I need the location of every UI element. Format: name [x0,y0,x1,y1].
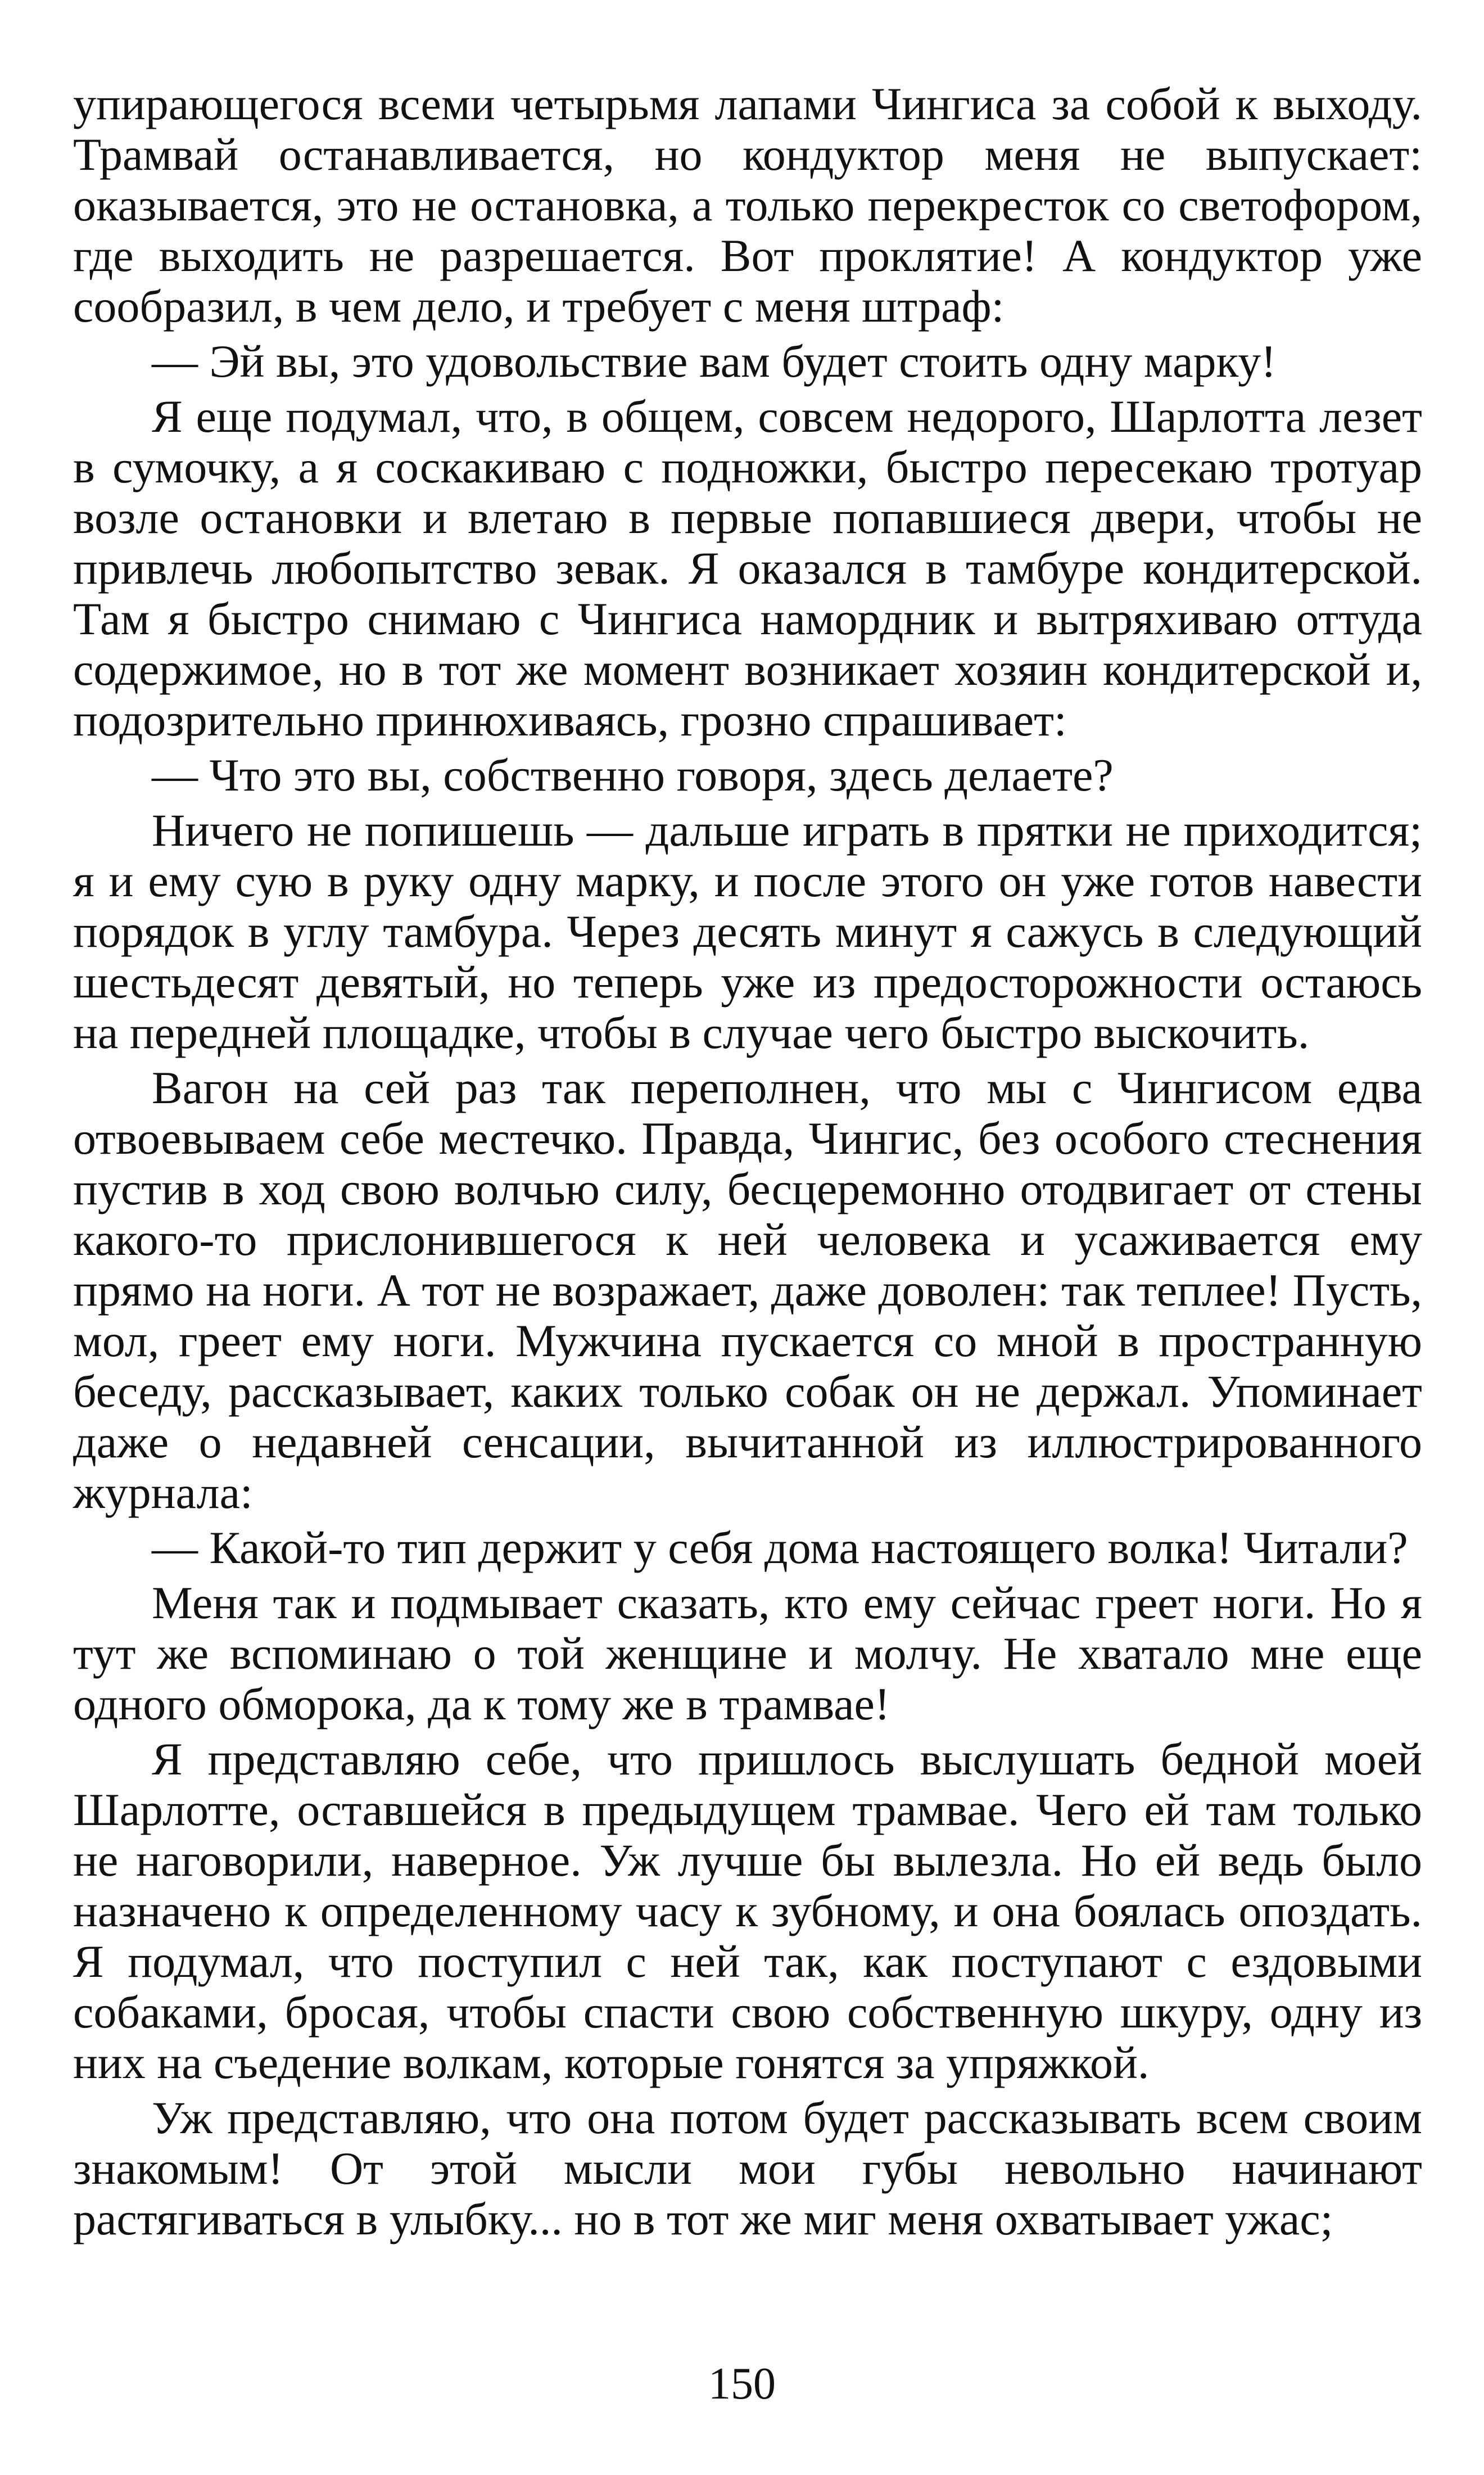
paragraph-9: Я представляю себе, что пришлось выслушать бедной моей Шарлотте, оставшейся в предыдущем трамвае. Чего ей там только не наговорили, наверное. Уж лучше бы вылезла. Но ей ведь было назначено к определенному часу к зубному, и она боялась опоздать. Я подумал, что поступил с ней так, как поступают с ездовыми собаками, бросая, чтобы спасти свою собственную шкуру, одну из них на съедение волкам, которые гонятся за упряжкой. [73,1733,1422,2088]
paragraph-4-dialogue: — Что это вы, собственно говоря, здесь делаете? [152,749,1114,801]
paragraph-2-dialogue: — Эй вы, это удовольствие вам будет стоить одну марку! [152,336,1277,387]
page-body [73,79,1422,2361]
page-number: 150 [708,2359,776,2409]
paragraph-10: Уж представляю, что она потом будет рассказывать всем своим знакомым! От этой мысли мои губы невольно начинают растягиваться в улыбку... но в тот же миг меня охватывает ужас; [73,2092,1422,2244]
paragraph-3: Я еще подумал, что, в общем, совсем недорого, Шарлотта лезет в сумочку, а я соскакиваю с подножки, быстро пересекаю тротуар возле остановки и влетаю в первые попавшиеся двери, чтобы не привлечь любопытство зевак. Я оказался в тамбуре кондитерской. Там я быстро снимаю с Чингиса намордник и вытряхиваю оттуда содержимое, но в тот же момент возникает хозяин кондитерской и, подозрительно принюхиваясь, грозно спрашивает: [73,391,1422,746]
paragraph-1: упирающегося всеми четырьмя лапами Чингиса за собой к выходу. Трамвай останавливается, но кондуктор меня не выпускает: оказывается, это не остановка, а только перекресток со светофором, где выходить не разрешается. Вот проклятие! А кондуктор уже сообразил, в чем дело, и требует с меня штраф: [73,78,1422,332]
paragraph-8: Меня так и подмывает сказать, кто ему сейчас греет ноги. Но я тут же вспоминаю о той женщине и молчу. Не хватало мне еще одного обморока, да к тому же в трамвае! [73,1577,1422,1729]
paragraph-6: Вагон на сей раз так переполнен, что мы с Чингисом едва отвоевываем себе местечко. Правда, Чингис, без особого стеснения пустив в ход свою волчью силу, бесцеремонно отодвигает от стены какого-то прислонившегося к ней человека и усаживается ему прямо на ноги. А тот не возражает, даже доволен: так теплее! Пусть, мол, греет ему ноги. Мужчина пускается со мной в пространную беседу, рассказывает, каких только собак он не держал. Упоминает даже о недавней сенсации, вычитанной из иллюстрированного журнала: [73,1062,1422,1518]
paragraph-7-dialogue: — Какой-то тип держит у себя дома настоящего волка! Читали? [152,1522,1408,1573]
paragraph-5: Ничего не попишешь — дальше играть в прятки не приходится; я и ему сую в руку одну марку, и после этого он уже готов навести порядок в углу тамбура. Через десять минут я сажусь в следующий шестьдесят девятый, но теперь уже из предосторожности остаюсь на передней площадке, чтобы в случае чего быстро выскочить. [73,805,1422,1058]
